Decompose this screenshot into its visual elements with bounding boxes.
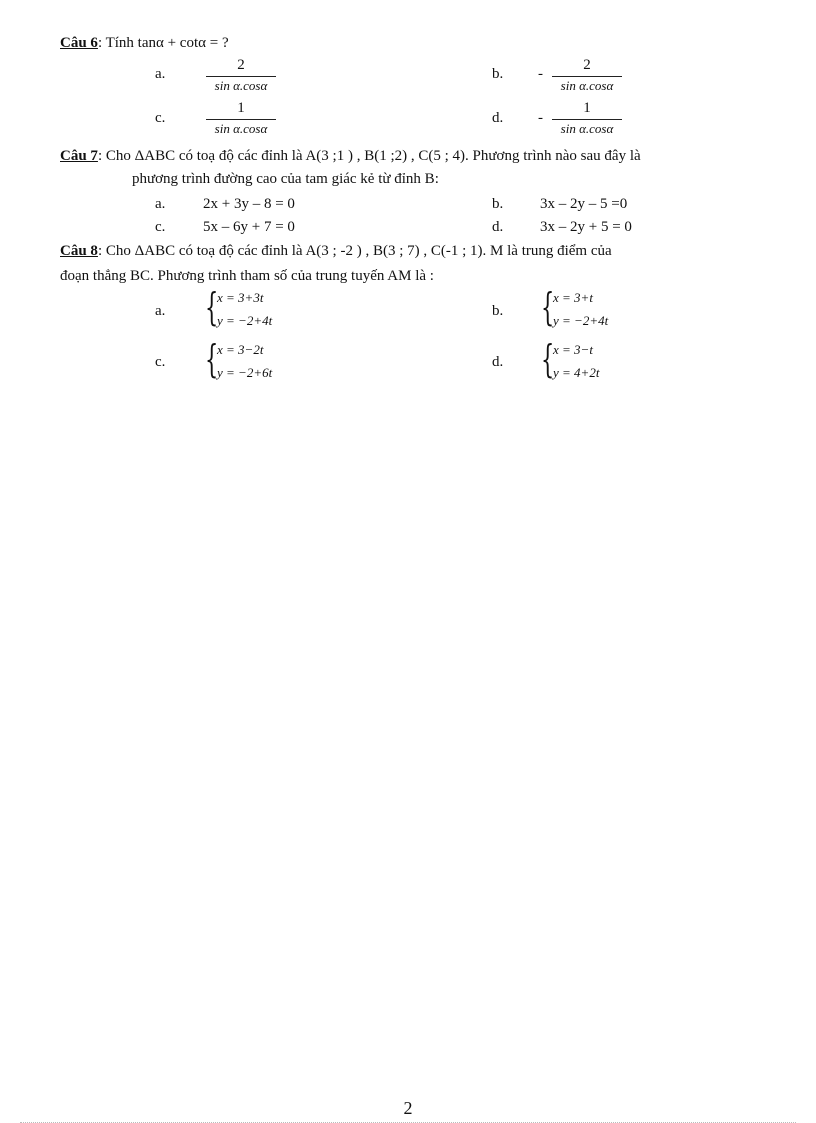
question-7-line-2: phương trình đường cao của tam giác kẻ từ đỉnh B:	[132, 171, 439, 187]
q6-option-a-numerator: 2	[237, 57, 245, 73]
brace-symbol: {	[205, 337, 219, 381]
q7-option-b-text: 3x – 2y – 5 =0	[540, 196, 628, 212]
fraction-bar	[552, 76, 622, 77]
q8-option-c-y-equation: y = −2+6t	[217, 365, 273, 380]
q8-option-a-letter: a.	[155, 303, 166, 319]
q8-option-b-y-equation: y = −2+4t	[553, 313, 609, 328]
q7-option-a-text: 2x + 3y – 8 = 0	[203, 196, 295, 212]
question-8-label: Câu 8	[60, 243, 98, 259]
q7-option-c-text: 5x – 6y + 7 = 0	[203, 219, 295, 235]
q7-option-b-letter: b.	[492, 196, 504, 212]
q8-option-c-x-equation: x = 3−2t	[217, 342, 264, 357]
question-8-line-1: : Cho ΔABC có toạ độ các đỉnh là A(3 ; -2 ) , B(3 ; 7) , C(-1 ; 1). M là trung điểm của	[97, 243, 612, 259]
q7-option-d-text: 3x – 2y + 5 = 0	[540, 219, 632, 235]
brace-symbol: {	[541, 285, 555, 329]
brace-symbol: {	[541, 337, 555, 381]
q8-option-d-y-equation: y = 4+2t	[553, 365, 600, 380]
q6-option-d-sign: -	[538, 110, 543, 126]
q6-option-b-letter: b.	[492, 66, 504, 82]
q8-option-b-x-equation: x = 3+t	[553, 290, 593, 305]
page-number: 2	[403, 1098, 413, 1118]
q6-option-a-fraction	[206, 56, 276, 94]
q7-option-a-letter: a.	[155, 196, 166, 212]
q6-option-c-letter: c.	[155, 110, 166, 126]
q6-option-c-fraction	[206, 99, 276, 137]
q6-option-b-denominator: sin α.cosα	[560, 78, 614, 93]
q8-option-a-y-equation: y = −2+4t	[217, 313, 273, 328]
question-6-text: : Tính tanα + cotα = ?	[97, 35, 229, 51]
question-7-stem	[60, 148, 641, 165]
q6-option-d-fraction	[552, 99, 622, 137]
q8-option-a-x-equation: x = 3+3t	[217, 290, 264, 305]
q6-option-c-numerator: 1	[237, 100, 245, 116]
fraction-bar	[206, 119, 276, 120]
q6-option-d-letter: d.	[492, 110, 504, 126]
brace-symbol: {	[205, 285, 219, 329]
q6-option-c-denominator: sin α.cosα	[214, 121, 268, 136]
q7-option-d-letter: d.	[492, 219, 504, 235]
question-8-stem	[60, 243, 612, 260]
question-6-label: Câu 6	[60, 35, 98, 51]
q8-option-d-letter: d.	[492, 354, 504, 370]
fraction-bar	[552, 119, 622, 120]
q6-option-b-sign: -	[538, 66, 543, 82]
q8-option-b-letter: b.	[492, 303, 504, 319]
question-7-line-1: : Cho ΔABC có toạ độ các đỉnh là A(3 ;1 ) , B(1 ;2) , C(5 ; 4). Phương trình nào sau đây là	[97, 148, 641, 164]
q6-option-a-denominator: sin α.cosα	[214, 78, 268, 93]
q6-option-d-numerator: 1	[583, 100, 591, 116]
q6-option-d-denominator: sin α.cosα	[560, 121, 614, 136]
q6-option-a-letter: a.	[155, 66, 166, 82]
q6-option-b-numerator: 2	[583, 57, 591, 73]
q8-option-d-x-equation: x = 3−t	[553, 342, 593, 357]
q6-option-b-fraction	[552, 56, 622, 94]
question-8-line-2: đoạn thẳng BC. Phương trình tham số của trung tuyến AM là :	[60, 268, 434, 284]
q7-option-c-letter: c.	[155, 219, 166, 235]
question-7-label: Câu 7	[60, 148, 98, 164]
q8-option-c-letter: c.	[155, 354, 166, 370]
question-6-stem	[60, 35, 229, 52]
fraction-bar	[206, 76, 276, 77]
